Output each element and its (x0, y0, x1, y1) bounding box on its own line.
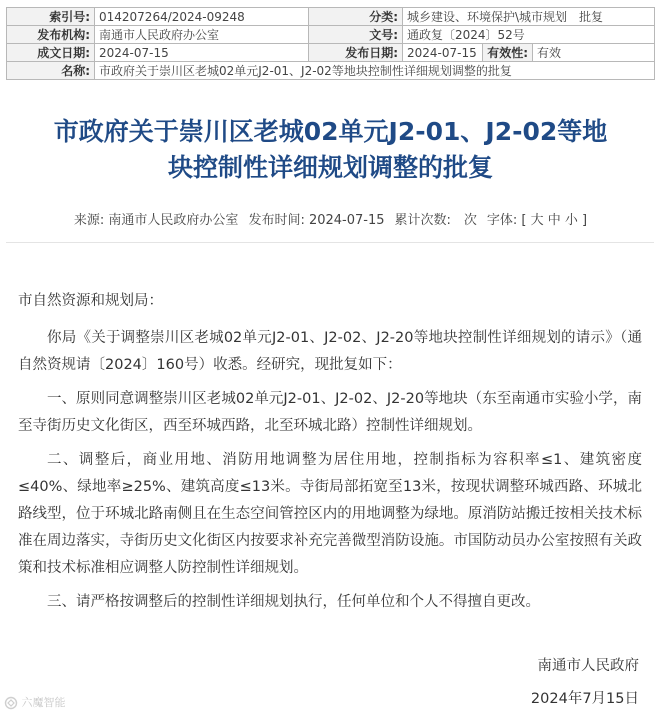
name-label: 名称: (7, 62, 95, 80)
agency-label: 发布机构: (7, 26, 95, 44)
category-value: 城乡建设、环境保护\城市规划 批复 (403, 8, 655, 26)
document-meta-table (6, 7, 655, 80)
created-label: 成文日期: (7, 44, 95, 62)
docno-label: 文号: (309, 26, 403, 44)
published-value: 2024-07-15 (403, 44, 483, 62)
meta-row-index (7, 8, 655, 26)
signature: 南通市人民政府 (537, 658, 639, 674)
divider (6, 242, 654, 243)
category-label: 分类: (309, 8, 403, 26)
agency-value: 南通市人民政府办公室 (95, 26, 309, 44)
name-value: 市政府关于崇川区老城02单元J2-01、J2-02等地块控制性详细规划调整的批复 (95, 62, 655, 80)
source-info-bar (0, 209, 661, 228)
watermark-logo-icon (4, 696, 18, 710)
salutation: 市自然资源和规划局： (18, 293, 163, 309)
body-paragraph: 三、请严格按调整后的控制性详细规划执行，任何单位和个人不得擅自更改。 (47, 594, 540, 610)
watermark (4, 694, 66, 710)
title-line-2: 块控制性详细规划调整的批复 (167, 153, 493, 182)
body-paragraph: 一、原则同意调整崇川区老城02单元J2-01、J2-02、J2-20等地块（东至南通市实验小学，南至寺街历史文化街区，西至环城西路，北至环城北路）控制性详细规划。 (18, 391, 642, 434)
validity-label: 有效性: (483, 44, 533, 62)
font-size-switcher[interactable]: 字体: [ 大 中 小 ] (486, 213, 588, 228)
index-value: 014207264/2024-09248 (95, 8, 309, 26)
body-paragraph: 你局《关于调整崇川区老城02单元J2-01、J2-02、J2-20等地块控制性详细规划的请示》（通自然资规请〔2024〕160号）收悉。经研究，现批复如下： (18, 330, 642, 373)
created-value: 2024-07-15 (95, 44, 309, 62)
meta-row-name (7, 62, 655, 80)
publish-time-text: 发布时间: 2024-07-15 (248, 213, 385, 228)
watermark-text: 六魔智能 (21, 696, 66, 709)
view-count-text: 累计次数: 次 (394, 213, 477, 228)
document-body (18, 288, 642, 623)
validity-value: 有效 (533, 44, 655, 62)
meta-row-dates (7, 44, 655, 62)
index-label: 索引号: (7, 8, 95, 26)
document-date: 2024年7月15日 (530, 691, 639, 707)
docno-value: 通政复〔2024〕52号 (403, 26, 655, 44)
source-text: 来源: 南通市人民政府办公室 (73, 213, 239, 228)
meta-row-agency (7, 26, 655, 44)
title-line-1: 市政府关于崇川区老城02单元J2-01、J2-02等地 (53, 117, 608, 146)
body-paragraph: 二、调整后，商业用地、消防用地调整为居住用地，控制指标为容积率≤1、建筑密度≤40%、绿地率≥25%、建筑高度≤13米。寺街局部拓宽至13米，按现状调整环城西路、环城北路线型，位于环城北路南侧且在生态空间管控区内的用地调整为绿地。原消防站搬迁按相关技术标准在周边落实，寺街历史文化街区内按要求补充完善微型消防设施。市国防动员办公室按照有关政策和技术标准相应调整人防控制性详细规划。 (18, 452, 642, 576)
page-title (0, 114, 661, 186)
published-label: 发布日期: (309, 44, 403, 62)
